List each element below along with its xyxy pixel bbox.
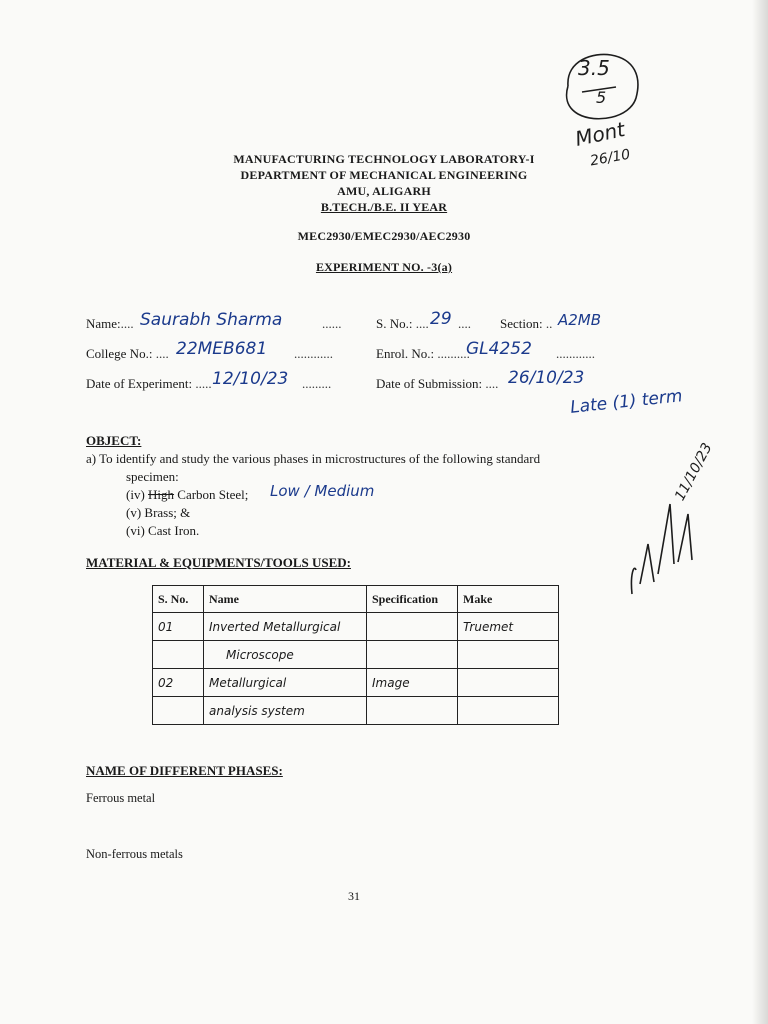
specimen-item-1-rest: Carbon Steel;	[177, 487, 249, 502]
enrol-label: Enrol. No.:	[376, 346, 435, 361]
row-4-spec	[367, 697, 458, 725]
row-2-spec	[367, 641, 458, 669]
doe-field: Date of Experiment: .....	[86, 376, 212, 391]
college-field: College No.: ....	[86, 346, 169, 361]
college-value: 22MEB681	[176, 339, 268, 359]
row-1-name: Inverted Metallurgical	[204, 613, 367, 641]
section-label: Section:	[500, 316, 543, 331]
specimen-item-2: (v) Brass; &	[126, 505, 191, 520]
sno-dots: ....	[458, 316, 471, 331]
table-row	[153, 669, 559, 697]
doe-value: 12/10/23	[212, 369, 289, 389]
specimen-item-1-handwritten: Low / Medium	[270, 482, 375, 500]
row-4-sno	[153, 697, 204, 725]
phase-non-ferrous: Non-ferrous metals	[86, 847, 183, 861]
university-title: AMU, ALIGARH	[337, 184, 431, 198]
name-dots: ......	[322, 316, 342, 331]
row-2-make	[458, 641, 559, 669]
specimen-item-3: (vi) Cast Iron.	[126, 523, 200, 538]
specimen-item-1	[126, 487, 248, 503]
dos-label: Date of Submission:	[376, 376, 483, 391]
experiment-number: EXPERIMENT NO. -3(a)	[315, 260, 453, 274]
year-title: B.TECH./B.E. II YEAR	[320, 200, 448, 214]
dos-value: 26/10/23	[508, 368, 585, 388]
enrol-dots: ............	[556, 346, 595, 361]
phases-title: NAME OF DIFFERENT PHASES:	[86, 763, 283, 778]
doe-label: Date of Experiment:	[86, 376, 193, 391]
college-label: College No.:	[86, 346, 153, 361]
department-title: DEPARTMENT OF MECHANICAL ENGINEERING	[240, 168, 528, 182]
object-text: a) To identify and study the various phases in microstructures of the following standard	[86, 451, 541, 466]
name-value: Saurabh Sharma	[140, 310, 283, 330]
object-text-cont: specimen:	[126, 469, 179, 484]
table-row	[153, 697, 559, 725]
row-3-name: Metallurgical	[204, 669, 367, 697]
col-name-header: Name	[204, 586, 367, 613]
college-dots: ............	[294, 346, 333, 361]
row-3-make	[458, 669, 559, 697]
table-row	[153, 613, 559, 641]
sno-label: S. No.:	[376, 316, 413, 331]
sno-field: S. No.: ....	[376, 316, 429, 331]
col-make-header: Make	[458, 586, 559, 613]
enrol-field: Enrol. No.: ..........	[376, 346, 470, 361]
dos-field: Date of Submission: ....	[376, 376, 499, 391]
row-2-sno	[153, 641, 204, 669]
materials-title: MATERIAL & EQUIPMENTS/TOOLS USED:	[86, 555, 351, 570]
col-spec-header: Specification	[367, 586, 458, 613]
section-value: A2MB	[558, 311, 602, 329]
specimen-item-1-prefix: (iv)	[126, 487, 145, 502]
name-label: Name:	[86, 316, 121, 331]
section-field: Section: ..	[500, 316, 553, 331]
row-1-spec	[367, 613, 458, 641]
name-field: Name:....	[86, 316, 134, 331]
col-sno-header: S. No.	[153, 586, 204, 613]
grader-initials: Mont	[573, 117, 627, 151]
page-number: 31	[348, 889, 360, 903]
side-signature-date: 11/10/23	[672, 440, 716, 504]
table-header-row	[153, 586, 559, 613]
enrol-value: GL4252	[466, 339, 532, 359]
row-3-sno: 02	[153, 669, 204, 697]
object-title: OBJECT:	[86, 433, 142, 448]
row-4-name: analysis system	[204, 697, 367, 725]
phase-ferrous: Ferrous metal	[86, 791, 156, 805]
row-1-make: Truemet	[458, 613, 559, 641]
table-row	[153, 641, 559, 669]
lab-title: MANUFACTURING TECHNOLOGY LABORATORY-I	[233, 152, 535, 166]
row-3-spec: Image	[367, 669, 458, 697]
grade-out-of: 5	[596, 88, 607, 107]
grader-date: 26/10	[588, 146, 632, 170]
grade-score: 3.5	[578, 56, 610, 80]
late-note: Late (1) term	[569, 386, 684, 418]
row-4-make	[458, 697, 559, 725]
sno-value: 29	[430, 309, 452, 329]
row-2-name: Microscope	[204, 641, 367, 669]
row-1-sno: 01	[153, 613, 204, 641]
equipment-table	[152, 585, 559, 725]
doe-dots: .........	[302, 376, 332, 391]
specimen-item-1-struck: High	[148, 487, 175, 502]
course-code: MEC2930/EMEC2930/AEC2930	[297, 229, 471, 243]
